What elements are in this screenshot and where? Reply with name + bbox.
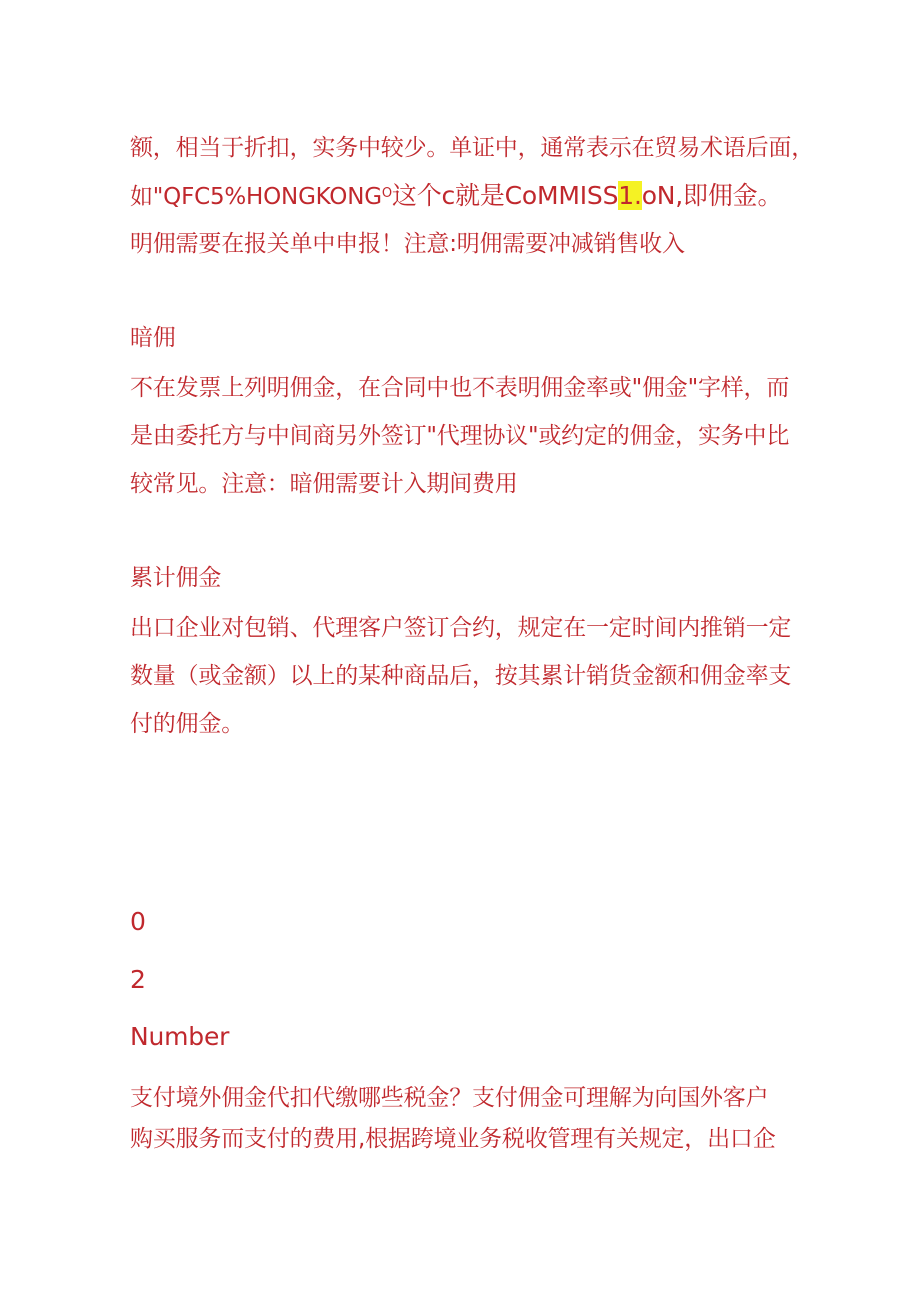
anyong-line3: 较常见。注意：暗佣需要计入期间费用 — [130, 471, 518, 497]
number-line1: 支付境外佣金代扣代缴哪些税金？支付佣金可理解为向国外客户 — [130, 1085, 769, 1111]
para1-line2 — [130, 180, 782, 213]
number-line2: 购买服务而支付的费用,根据跨境业务税收管理有关规定，出口企 — [130, 1126, 776, 1152]
para1-line2-part-b: 这个c就是CoMMISS — [391, 181, 619, 210]
anyong-line1: 不在发票上列明佣金，在合同中也不表明佣金率或"佣金"字样，而 — [130, 375, 790, 401]
highlighted-text: 1. — [618, 181, 642, 210]
section-number-digit-0: 0 — [130, 907, 146, 936]
para1-line2-part-c: oN,即佣金。 — [641, 181, 783, 210]
para1-line1: 额，相当于折扣，实务中较少。单证中，通常表示在贸易术语后面， — [130, 135, 815, 161]
heading-leiji: 累计佣金 — [130, 565, 222, 591]
section-number-digit-2: 2 — [130, 965, 146, 994]
para1-line2-superscript: O — [381, 186, 392, 201]
leiji-line3: 付的佣金。 — [130, 711, 245, 737]
leiji-line1: 出口企业对包销、代理客户签订合约，规定在一定时间内推销一定 — [130, 615, 792, 641]
leiji-line2: 数量（或金额）以上的某种商品后，按其累计销货金额和佣金率支 — [130, 663, 792, 689]
para1-line3: 明佣需要在报关单中申报！注意:明佣需要冲减销售收入 — [130, 231, 685, 257]
heading-anyong: 暗佣 — [130, 325, 176, 351]
para1-line2-part-a: 如"QFC5%HONGKONG — [130, 184, 382, 210]
section-number-label: Number — [130, 1022, 230, 1051]
anyong-line2: 是由委托方与中间商另外签订"代理协议"或约定的佣金，实务中比 — [130, 423, 790, 449]
